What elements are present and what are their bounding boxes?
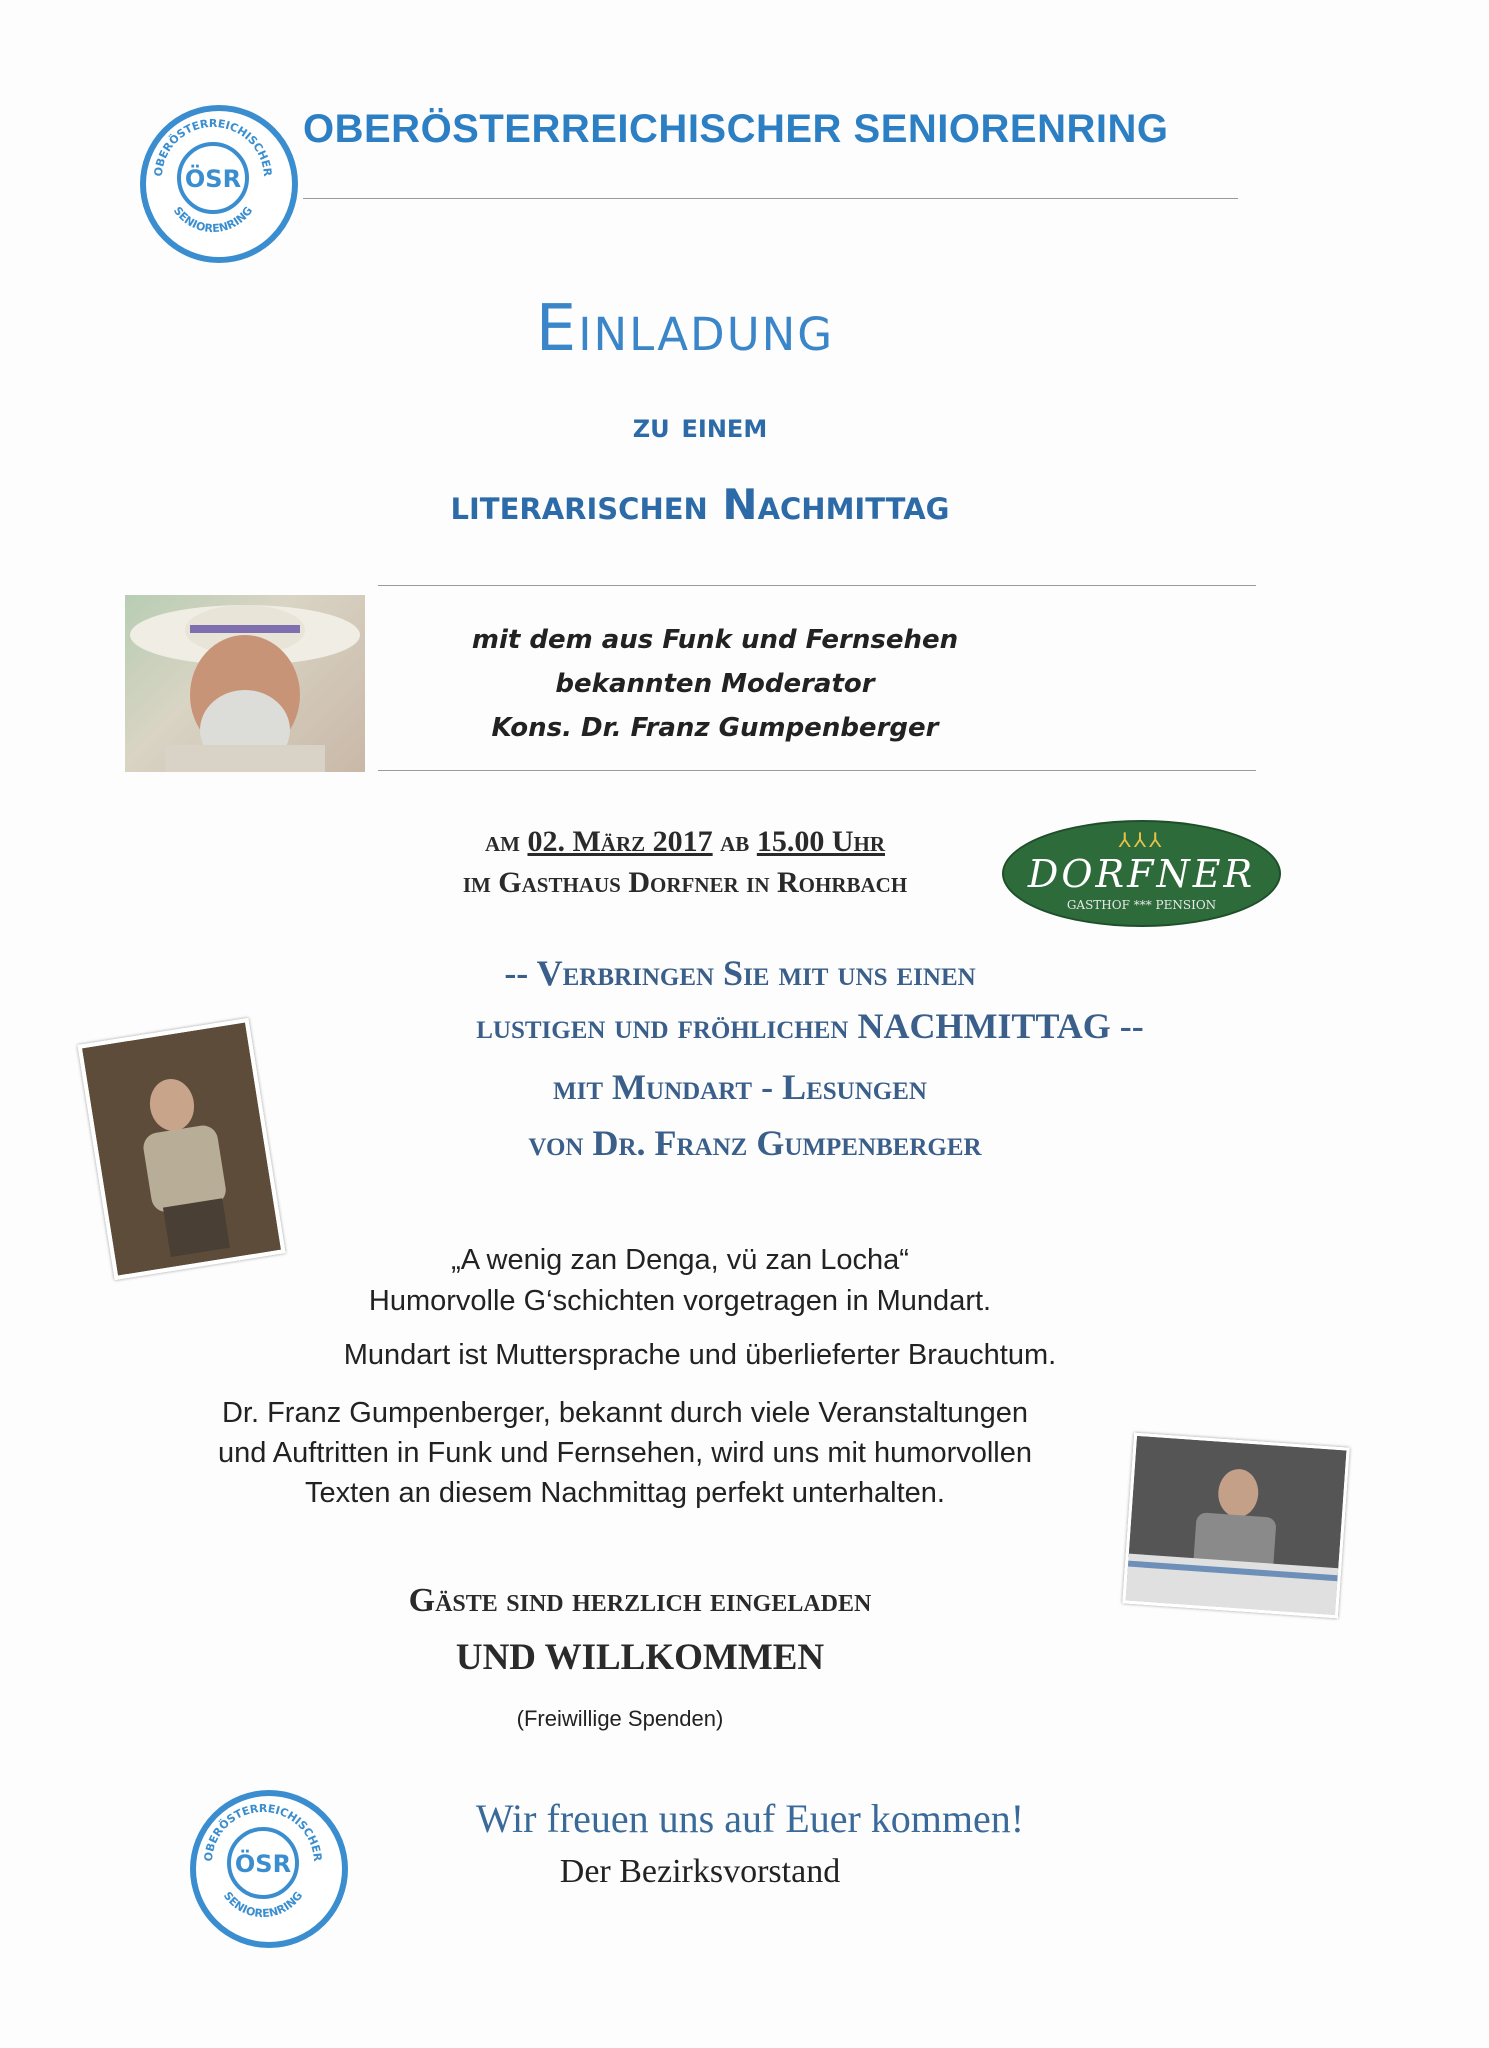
event-time: 15.00 Uhr [756,825,885,858]
welcome-line2: UND WILLKOMMEN [455,1637,825,1678]
footer-logo-text-top: OBERÖSTERREICHISCHER [201,1801,325,1863]
paragraph-mundart: Mundart ist Muttersprache und überlieferter Brauchtum. [343,1339,1057,1371]
footer-logo-text-bottom: SENIORENRING [220,1889,306,1921]
moderator-line3: Kons. Dr. Franz Gumpenberger [491,713,939,743]
quote-title: „A wenig zan Denga, vü zan Locha“ [451,1244,909,1276]
moderator-line2: bekannten Moderator [555,669,875,699]
event-date-line [370,825,1000,859]
donation-note: (Freiwillige Spenden) [516,1706,724,1731]
reader-photo-seated [77,1018,285,1280]
invitation-title: Einladung [535,292,835,366]
wheat-icon: ⅄⅄⅄ [1118,830,1165,852]
quote-subtitle: Humorvolle G‘schichten vorgetragen in Mundart. [368,1285,992,1317]
organization-logo [140,105,298,263]
moderator-photo [125,595,365,772]
description-line3: Texten an diesem Nachmittag perfekt unterhalten. [305,1477,945,1509]
description-line2: und Auftritten in Funk und Fernsehen, wird uns mit humorvollen [217,1437,1033,1469]
event-location: im Gasthaus Dorfner in Rohrbach [462,866,908,899]
header-divider [303,198,1238,199]
svg-text:SENIORENRING [221,1889,305,1920]
moderator-info [370,618,1060,750]
dorfner-sub: GASTHOF *** PENSION [1066,898,1217,912]
closing-line: Wir freuen uns auf Euer kommen! [475,1796,1025,1841]
dorfner-logo [1002,820,1281,927]
time-prefix: ab [712,825,757,858]
title-divider [378,585,1256,586]
footer-logo-mark: ÖSR [234,1850,292,1878]
highlight-line1: -- Verbringen Sie mit uns einen [504,953,976,993]
date-prefix: am [484,825,528,858]
footer-logo [190,1790,348,1948]
dorfner-name: DORFNER [1027,852,1256,896]
title-line1: zu einem [632,406,768,446]
moderator-divider [378,770,1256,771]
organization-title: OBERÖSTERREICHISCHER SENIORENRING [303,107,1169,151]
event-date: 02. März 2017 [527,825,713,858]
svg-text:SENIORENRING [171,204,255,235]
highlight-line2: lustigen und fröhlichen NACHMITTAG -- [476,1006,1144,1046]
description-line1: Dr. Franz Gumpenberger, bekannt durch viele Veranstaltungen [221,1397,1029,1429]
welcome-line1: Gäste sind herzlich eingeladen [408,1582,872,1619]
moderator-line1: mit dem aus Funk und Fernsehen [471,625,959,655]
paragraph-description [110,1393,1140,1513]
highlight-line4: von Dr. Franz Gumpenberger [528,1123,982,1163]
title-line2: literarischen Nachmittag [450,480,950,529]
logo-mark: ÖSR [184,165,242,193]
reader-photo-podium [1122,1433,1349,1619]
logo-text-top: OBERÖSTERREICHISCHER [151,116,275,178]
highlight-line3: mit Mundart - Lesungen [553,1067,927,1107]
signature: Der Bezirksvorstand [559,1853,841,1890]
logo-text-bottom: SENIORENRING [170,204,256,236]
